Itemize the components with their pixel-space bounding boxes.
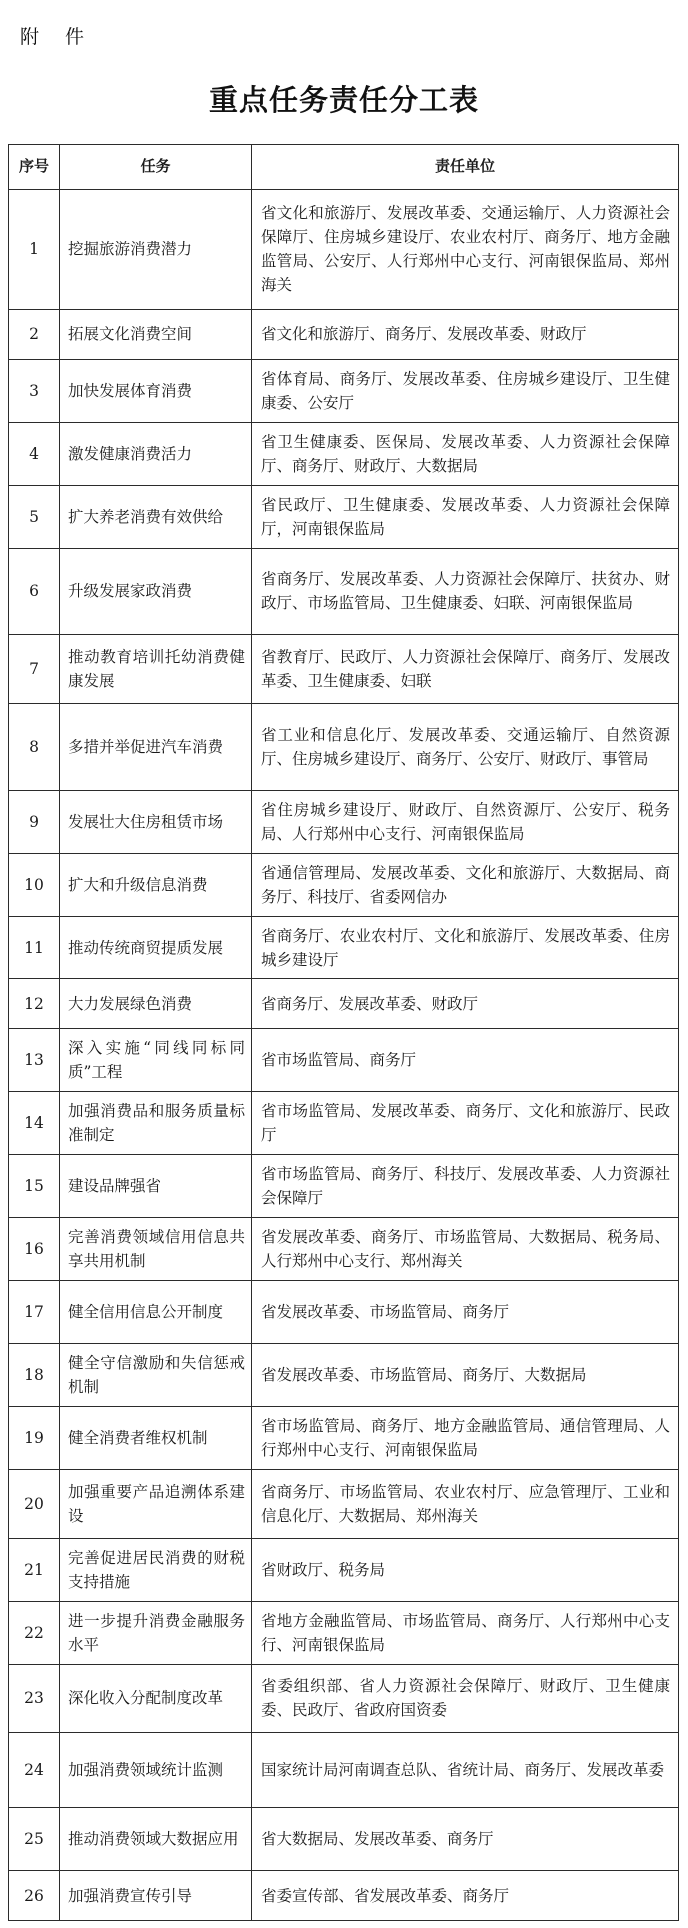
row-serial: 5 xyxy=(9,485,60,548)
table-row xyxy=(9,1218,679,1281)
row-serial: 26 xyxy=(9,1871,60,1921)
row-task: 推动教育培训托幼消费健康发展 xyxy=(60,635,252,704)
row-responsible-units: 省体育局、商务厅、发展改革委、住房城乡建设厅、卫生健康委、公安厅 xyxy=(252,359,679,422)
row-task: 健全信用信息公开制度 xyxy=(60,1281,252,1344)
table-row xyxy=(9,485,679,548)
row-serial: 24 xyxy=(9,1733,60,1808)
annex-label: 附 件 xyxy=(20,26,95,48)
table-row xyxy=(9,548,679,635)
row-serial: 25 xyxy=(9,1808,60,1871)
table-row xyxy=(9,1281,679,1344)
row-serial: 13 xyxy=(9,1029,60,1092)
row-responsible-units: 省市场监管局、商务厅、地方金融监管局、通信管理局、人行郑州中心支行、河南银保监局 xyxy=(252,1406,679,1469)
table-row xyxy=(9,1092,679,1155)
table-row xyxy=(9,1733,679,1808)
row-task: 扩大和升级信息消费 xyxy=(60,853,252,916)
table-row xyxy=(9,1538,679,1601)
row-serial: 3 xyxy=(9,359,60,422)
row-serial: 4 xyxy=(9,422,60,485)
row-task: 加强重要产品追溯体系建设 xyxy=(60,1469,252,1538)
row-task: 建设品牌强省 xyxy=(60,1155,252,1218)
table-row xyxy=(9,1029,679,1092)
row-responsible-units: 省市场监管局、发展改革委、商务厅、文化和旅游厅、民政厅 xyxy=(252,1092,679,1155)
row-responsible-units: 省商务厅、市场监管局、农业农村厅、应急管理厅、工业和信息化厅、大数据局、郑州海关 xyxy=(252,1469,679,1538)
row-responsible-units: 省卫生健康委、医保局、发展改革委、人力资源社会保障厅、商务厅、财政厅、大数据局 xyxy=(252,422,679,485)
row-serial: 2 xyxy=(9,309,60,359)
row-serial: 14 xyxy=(9,1092,60,1155)
row-responsible-units: 省商务厅、发展改革委、财政厅 xyxy=(252,979,679,1029)
table-row xyxy=(9,1406,679,1469)
row-serial: 7 xyxy=(9,635,60,704)
row-responsible-units: 省发展改革委、市场监管局、商务厅 xyxy=(252,1281,679,1344)
table-row xyxy=(9,359,679,422)
row-serial: 10 xyxy=(9,853,60,916)
row-responsible-units: 省文化和旅游厅、商务厅、发展改革委、财政厅 xyxy=(252,309,679,359)
row-task: 加强消费宣传引导 xyxy=(60,1871,252,1921)
row-responsible-units: 省商务厅、农业农村厅、文化和旅游厅、发展改革委、住房城乡建设厅 xyxy=(252,916,679,979)
table-row xyxy=(9,790,679,853)
header-task: 任务 xyxy=(60,145,252,190)
table-row xyxy=(9,422,679,485)
row-task: 多措并举促进汽车消费 xyxy=(60,704,252,791)
row-serial: 11 xyxy=(9,916,60,979)
table-row xyxy=(9,1469,679,1538)
table-row xyxy=(9,309,679,359)
table-row xyxy=(9,1871,679,1921)
row-task: 扩大养老消费有效供给 xyxy=(60,485,252,548)
row-responsible-units: 省商务厅、发展改革委、人力资源社会保障厅、扶贫办、财政厅、市场监管局、卫生健康委、妇联、河南银保监局 xyxy=(252,548,679,635)
row-responsible-units: 省市场监管局、商务厅 xyxy=(252,1029,679,1092)
row-responsible-units: 省发展改革委、商务厅、市场监管局、大数据局、税务局、人行郑州中心支行、郑州海关 xyxy=(252,1218,679,1281)
responsibility-table xyxy=(8,144,679,1921)
table-row xyxy=(9,979,679,1029)
row-responsible-units: 国家统计局河南调查总队、省统计局、商务厅、发展改革委 xyxy=(252,1733,679,1808)
table-row xyxy=(9,190,679,310)
row-task: 完善消费领域信用信息共享共用机制 xyxy=(60,1218,252,1281)
row-task: 健全消费者维权机制 xyxy=(60,1406,252,1469)
row-task: 深入实施“同线同标同质”工程 xyxy=(60,1029,252,1092)
row-responsible-units: 省工业和信息化厅、发展改革委、交通运输厅、自然资源厅、住房城乡建设厅、商务厅、公安厅、财政厅、事管局 xyxy=(252,704,679,791)
row-responsible-units: 省市场监管局、商务厅、科技厅、发展改革委、人力资源社会保障厅 xyxy=(252,1155,679,1218)
row-serial: 20 xyxy=(9,1469,60,1538)
row-task: 深化收入分配制度改革 xyxy=(60,1664,252,1733)
row-serial: 23 xyxy=(9,1664,60,1733)
row-serial: 22 xyxy=(9,1601,60,1664)
row-serial: 6 xyxy=(9,548,60,635)
table-row xyxy=(9,1664,679,1733)
row-responsible-units: 省委组织部、省人力资源社会保障厅、财政厅、卫生健康委、民政厅、省政府国资委 xyxy=(252,1664,679,1733)
table-row xyxy=(9,1808,679,1871)
row-responsible-units: 省住房城乡建设厅、财政厅、自然资源厅、公安厅、税务局、人行郑州中心支行、河南银保监局 xyxy=(252,790,679,853)
row-task: 大力发展绿色消费 xyxy=(60,979,252,1029)
table-row xyxy=(9,704,679,791)
row-task: 完善促进居民消费的财税支持措施 xyxy=(60,1538,252,1601)
row-serial: 19 xyxy=(9,1406,60,1469)
table-row xyxy=(9,916,679,979)
row-responsible-units: 省财政厅、税务局 xyxy=(252,1538,679,1601)
table-row xyxy=(9,635,679,704)
row-task: 加强消费领域统计监测 xyxy=(60,1733,252,1808)
row-responsible-units: 省大数据局、发展改革委、商务厅 xyxy=(252,1808,679,1871)
row-serial: 9 xyxy=(9,790,60,853)
row-responsible-units: 省通信管理局、发展改革委、文化和旅游厅、大数据局、商务厅、科技厅、省委网信办 xyxy=(252,853,679,916)
row-serial: 18 xyxy=(9,1343,60,1406)
row-responsible-units: 省民政厅、卫生健康委、发展改革委、人力资源社会保障厅，河南银保监局 xyxy=(252,485,679,548)
row-task: 发展壮大住房租赁市场 xyxy=(60,790,252,853)
row-task: 加快发展体育消费 xyxy=(60,359,252,422)
row-task: 升级发展家政消费 xyxy=(60,548,252,635)
row-serial: 21 xyxy=(9,1538,60,1601)
row-serial: 8 xyxy=(9,704,60,791)
row-serial: 12 xyxy=(9,979,60,1029)
table-row xyxy=(9,1601,679,1664)
row-task: 激发健康消费活力 xyxy=(60,422,252,485)
table-header-row xyxy=(9,145,679,190)
table-row xyxy=(9,1155,679,1218)
row-responsible-units: 省委宣传部、省发展改革委、商务厅 xyxy=(252,1871,679,1921)
row-serial: 17 xyxy=(9,1281,60,1344)
document-title: 重点任务责任分工表 xyxy=(208,83,479,117)
row-responsible-units: 省发展改革委、市场监管局、商务厅、大数据局 xyxy=(252,1343,679,1406)
row-responsible-units: 省文化和旅游厅、发展改革委、交通运输厅、人力资源社会保障厅、住房城乡建设厅、农业农村厅、商务厅、地方金融监管局、公安厅、人行郑州中心支行、河南银保监局、郑州海关 xyxy=(252,190,679,310)
table-body xyxy=(9,190,679,1921)
table-row xyxy=(9,1343,679,1406)
row-task: 推动传统商贸提质发展 xyxy=(60,916,252,979)
row-task: 拓展文化消费空间 xyxy=(60,309,252,359)
row-responsible-units: 省教育厅、民政厅、人力资源社会保障厅、商务厅、发展改革委、卫生健康委、妇联 xyxy=(252,635,679,704)
row-responsible-units: 省地方金融监管局、市场监管局、商务厅、人行郑州中心支行、河南银保监局 xyxy=(252,1601,679,1664)
table-row xyxy=(9,853,679,916)
row-task: 加强消费品和服务质量标准制定 xyxy=(60,1092,252,1155)
row-task: 推动消费领域大数据应用 xyxy=(60,1808,252,1871)
row-task: 健全守信激励和失信惩戒机制 xyxy=(60,1343,252,1406)
row-serial: 15 xyxy=(9,1155,60,1218)
row-serial: 16 xyxy=(9,1218,60,1281)
header-responsible-units: 责任单位 xyxy=(252,145,679,190)
row-task: 进一步提升消费金融服务水平 xyxy=(60,1601,252,1664)
row-serial: 1 xyxy=(9,190,60,310)
header-serial: 序号 xyxy=(9,145,60,190)
row-task: 挖掘旅游消费潜力 xyxy=(60,190,252,310)
